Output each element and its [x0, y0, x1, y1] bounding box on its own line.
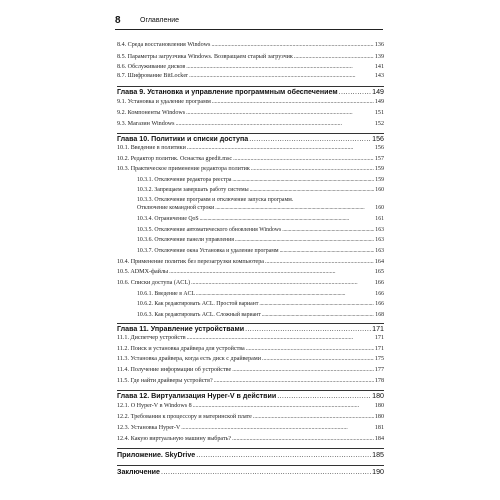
toc-entry: 10.4. Применение политик без перезагрузки компьютера . . . 164 [117, 259, 384, 265]
toc-subentry: Отключение командной строки . . . 160 [137, 205, 384, 211]
toc-entry: 11.5. Где найти драйверы устройств? . . . 178 [117, 378, 384, 384]
toc-entry: 10.2. Редактор политик. Оснастка gpedit.msc . . . 157 [117, 156, 384, 162]
chapter-rule [117, 448, 384, 449]
toc-entry: 8.5. Параметры загрузчика Windows. Возвращаем старый загрузчик . . . 139 [117, 54, 384, 60]
chapter-heading: Глава 12. Виртуализация Hyper-V в действии . . . 180 [117, 392, 384, 400]
toc-entry: 8.7. Шифрование BitLocker . . . 143 [117, 73, 384, 79]
page-number: 8 [115, 15, 121, 26]
toc-entry: 11.4. Получение информации об устройстве . . . 177 [117, 367, 384, 373]
chapter-heading: Глава 10. Политики и списки доступа . . . 156 [117, 135, 384, 143]
toc-entry: 10.3. Практическое применение редактора политик . . . 159 [117, 166, 384, 172]
toc-subentry: 10.6.1. Введение в ACL . . . 166 [137, 291, 384, 297]
toc-subentry: 10.3.5. Отключение автоматического обновления Windows . . . 163 [137, 227, 384, 233]
toc-subentry: 10.3.4. Ограничение QoS . . . 161 [137, 216, 384, 222]
header-rule [115, 29, 383, 30]
toc-subentry: 10.6.3. Как редактировать ACL. Сложный вариант . . . 168 [137, 312, 384, 318]
toc-entry: 12.2. Требования к процессору и материнской плате . . . 180 [117, 414, 384, 420]
toc-subentry-line1: 10.3.3. Отключение программ и отключение запуска программ. [137, 197, 294, 203]
toc-entry: 8.4. Среда восстановления Windows . . . 136 [117, 42, 384, 48]
toc-entry: 11.3. Установка драйвера, когда есть диск с драйверами . . . 175 [117, 356, 384, 362]
chapter-heading: Глава 11. Управление устройствами . . . 171 [117, 325, 384, 333]
toc-entry: 11.2. Поиск и установка драйвера для устройства . . . 171 [117, 346, 384, 352]
toc-entry: 8.6. Обслуживание дисков . . . 141 [117, 64, 384, 70]
toc-entry: 10.6. Списки доступа (ACL) . . . 166 [117, 280, 384, 286]
toc-entry: 12.4. Какую виртуальную машину выбрать? . . . 184 [117, 436, 384, 442]
chapter-heading: Заключение . . . 190 [117, 468, 384, 476]
toc-subentry: 10.3.6. Отключение панели управления . . . 163 [137, 237, 384, 243]
toc-subentry: 10.3.2. Запрещаем завершать работу системы . . . 160 [137, 187, 384, 193]
toc-entry: 9.3. Магазин Windows . . . 152 [117, 121, 384, 127]
running-header [115, 11, 383, 31]
toc-subentry: 10.3.7. Отключение окна Установка и удаление программ . . . 163 [137, 248, 384, 254]
toc-entry: 10.1. Введение в политики . . . 156 [117, 145, 384, 151]
chapter-heading: Глава 9. Установка и управление программным обеспечением . . . 149 [117, 88, 384, 96]
toc-subentry: 10.3.1. Отключение редактора реестра . . . 159 [137, 177, 384, 183]
toc-entry: 9.2. Компоненты Windows . . . 151 [117, 110, 384, 116]
toc-entry: 9.1. Установка и удаление программ . . . 149 [117, 99, 384, 105]
toc-subentry: 10.6.2. Как редактировать ACL. Простой вариант . . . 166 [137, 301, 384, 307]
toc-entry: 11.1. Диспетчер устройств . . . 171 [117, 335, 384, 341]
toc-entry: 12.3. Установка Hyper-V . . . 181 [117, 425, 384, 431]
chapter-rule [117, 86, 384, 87]
chapter-rule [117, 323, 384, 324]
chapter-rule [117, 465, 384, 466]
chapter-rule [117, 133, 384, 134]
toc-entry: 10.5. ADMX-файлы . . . 165 [117, 269, 384, 275]
chapter-rule [117, 390, 384, 391]
toc-entry: 12.1. О Hyper-V в Windows 8 . . . 180 [117, 403, 384, 409]
chapter-heading: Приложение. SkyDrive . . . 185 [117, 451, 384, 459]
running-title: Оглавление [140, 17, 180, 24]
